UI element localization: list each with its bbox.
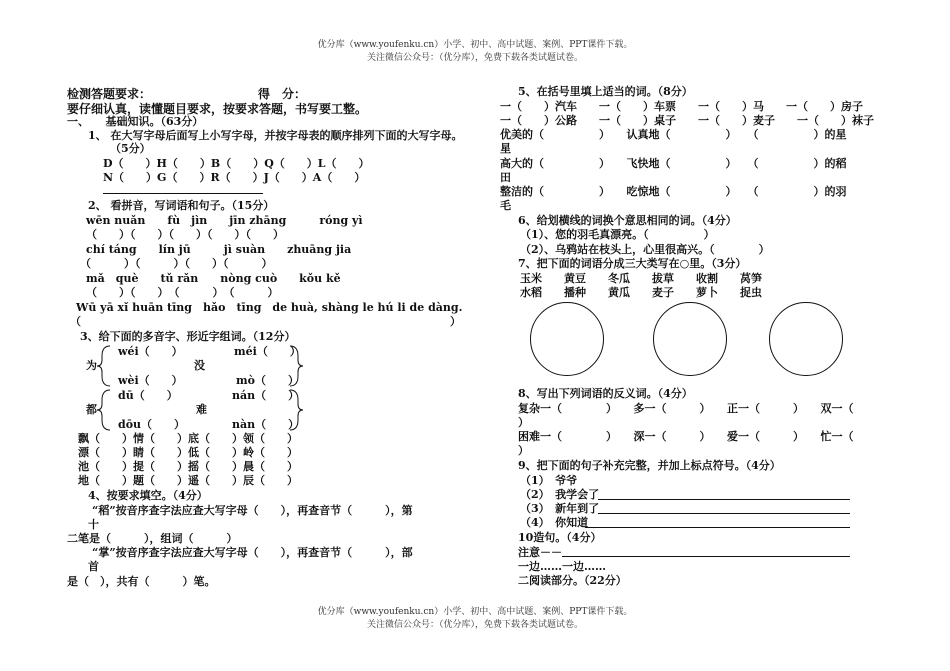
q7-words-2: 水稻 播种 黄瓜 麦子 萝卜 捉虫 <box>520 286 762 299</box>
q9-item-2: （2） 我学会了 <box>520 488 600 501</box>
q9-text: 9、把下面的句子补充完整，并加上标点符号。（4分） <box>518 459 781 472</box>
pinyin-row-3: mǎ què tǔ rǎn nòng cuò kǒu kě <box>86 272 341 285</box>
q10-text: 10造句。（4分） <box>518 531 602 544</box>
q4-line-a: “稻”按音序查字法应查大写字母（ ），再查音节（ ），第 <box>92 504 413 517</box>
pinyin-row-2: chí táng lín jū jì suàn zhuāng jia <box>86 243 352 256</box>
q6-item-2: （2）、乌鸦站在枝头上，心里很高兴。（ ） <box>520 243 770 256</box>
q1-text: 1、 在大写字母后面写上小写字母，并按字母表的顺序排列下面的大写字母。 <box>88 129 463 142</box>
wei-1: wéi（ ） <box>118 345 183 358</box>
header-line-2: 关注微信公众号：（优分库），免费下载各类试题试卷。 <box>366 53 583 63</box>
footer-line-1: 优分库（www.youfenku.cn）小学、初中、高中试题、案例、PPT课件下载。 <box>317 607 633 617</box>
bracket-row-1: （ ）（ ）（ ）（ ）（ ） <box>86 228 284 241</box>
q9-item-1: （1） 爷爷 <box>520 474 578 487</box>
q5-row-3b: 星 <box>500 142 511 155</box>
part-2-title: 二阅读部分。（22分） <box>518 574 627 587</box>
header-line-1: 优分库（www.youfenku.cn）小学、初中、高中试题、案例、PPT课件下载。 <box>317 40 633 50</box>
q5-row-4b: 田 <box>500 171 511 184</box>
q4-line-b: 二笔是（ ），组词（ ） <box>67 532 238 545</box>
q5-row-3: 优美的（ ） 认真地（ ） （ ）的星 <box>500 128 847 141</box>
wei-2: wèi（ ） <box>118 374 183 387</box>
q3-text: 3、给下面的多音字、形近字组词。（12分） <box>80 330 296 343</box>
similar-row-4: 地（ ）题（ ）遥（ ）辰（ ） <box>78 474 298 487</box>
q1-score: （5分） <box>110 142 151 155</box>
q8-text: 8、写出下列词语的反义词。（4分） <box>518 387 693 400</box>
q8-row-2b: ） <box>518 444 529 457</box>
score-label: 得 分： <box>258 87 307 101</box>
similar-row-1: 飘（ ）情（ ）底（ ）领（ ） <box>78 432 298 445</box>
q8-row-1b: ） <box>518 416 529 429</box>
q9-item-3: （3） 新年到了 <box>520 502 600 515</box>
brace-mo <box>290 346 303 386</box>
q9-answer-line-3[interactable] <box>598 513 850 514</box>
q1-row-1: D（ ）H（ ）B（ ）Q（ ）L（ ） <box>103 157 370 170</box>
q8-row-1: 复杂一（ ） 多一（ ） 正一（ ） 双一（ <box>518 402 854 415</box>
q4-text: 4、按要求填空。（4分） <box>88 489 208 502</box>
requirements-title: 检测答题要求： <box>67 87 152 101</box>
q5-row-1: 一（ ）汽车 一（ ）车票 一（ ）马 一（ ）房子 <box>500 100 863 113</box>
nan-2: nàn（ ） <box>232 418 300 431</box>
sentence-bracket-left: （ <box>70 315 81 328</box>
brace-nan <box>290 390 303 430</box>
bracket-row-3: （ ）（ ） （ ） （ ） <box>86 286 279 299</box>
q7-text: 7、把下面的词语分成三大类写在○里。（3分） <box>518 257 747 270</box>
category-circle-3[interactable] <box>769 302 843 376</box>
wei-char: 为 <box>86 359 97 372</box>
q7-words-1: 玉米 黄豆 冬瓜 拔草 收割 莴笋 <box>520 272 762 285</box>
footer-line-2: 关注微信公众号：（优分库），免费下载各类试题试卷。 <box>366 620 583 630</box>
q1-row-2: N（ ）G（ ）R（ ）J（ ）A（ ） <box>103 171 366 184</box>
similar-row-3: 池（ ）提（ ）摇（ ）晨（ ） <box>78 460 298 473</box>
q10-item-1: 注意－－ <box>518 546 562 559</box>
mo-1: méi（ ） <box>234 345 301 358</box>
sentence-bracket-right: ） <box>450 315 461 328</box>
q8-row-2: 困难一（ ） 深一（ ） 爱一（ ） 忙一（ <box>518 430 854 443</box>
q5-row-5: 整洁的（ ） 吃惊地（ ） （ ）的羽 <box>500 185 847 198</box>
similar-row-2: 漂（ ）睛（ ）低（ ）岭（ ） <box>78 446 298 459</box>
mo-char: 没 <box>194 359 205 372</box>
mo-2: mò（ ） <box>236 374 299 387</box>
section-1-title: 一、 基础知识。（63分） <box>67 115 204 128</box>
q5-row-5b: 毛 <box>500 199 511 212</box>
q4-line-c: “掌”按音序查字法应查大写字母（ ），再查音节（ ），部 <box>92 546 413 559</box>
q9-answer-line-2[interactable] <box>598 499 850 500</box>
pinyin-row-1: wēn nuǎn fù jìn jīn zhāng róng yì <box>86 214 363 227</box>
brace-wei <box>97 346 110 386</box>
nan-char: 难 <box>196 403 207 416</box>
q5-row-4: 高大的（ ） 飞快地（ ） （ ）的稻 <box>500 157 847 170</box>
q10-answer-line[interactable] <box>562 556 850 557</box>
requirements-text: 要仔细认真，读懂题目要求，按要求答题，书写要工整。 <box>67 102 368 116</box>
du-1: dū（ ） <box>118 389 178 402</box>
q10-item-2: 一边……一边…… <box>518 560 606 573</box>
q4-line-d: 是（ ），共有（ ）笔。 <box>67 575 216 588</box>
category-circle-2[interactable] <box>653 302 727 376</box>
nan-1: nán（ ） <box>232 389 300 402</box>
q4-line-c2: 首 <box>88 560 99 573</box>
du-char: 都 <box>86 403 97 416</box>
pinyin-sentence: Wū yā xǐ huān tīng hǎo tīng de huà, shàng le hú li de dàng. <box>76 301 463 314</box>
q6-text: 6、给划横线的词换个意思相同的词。（4分） <box>518 214 737 227</box>
bracket-row-2: （ ）（ ）（ ）（ ） <box>80 257 273 270</box>
brace-du <box>97 390 110 430</box>
q4-line-a2: 十 <box>88 518 99 531</box>
category-circle-1[interactable] <box>530 302 604 376</box>
q6-item-1: （1）、您的羽毛真漂亮。（ ） <box>520 228 715 241</box>
q5-text: 5、在括号里填上适当的词。（8分） <box>518 85 693 98</box>
q5-row-2: 一（ ）公路 一（ ）桌子 一（ ）麦子 一（ ）袜子 <box>500 114 874 127</box>
q2-text: 2、 看拼音，写词语和句子。（15分） <box>88 199 275 212</box>
du-2: dōu（ ） <box>118 418 186 431</box>
q9-answer-line-4[interactable] <box>585 527 850 528</box>
q9-item-4: （4） 你知道 <box>520 516 589 529</box>
